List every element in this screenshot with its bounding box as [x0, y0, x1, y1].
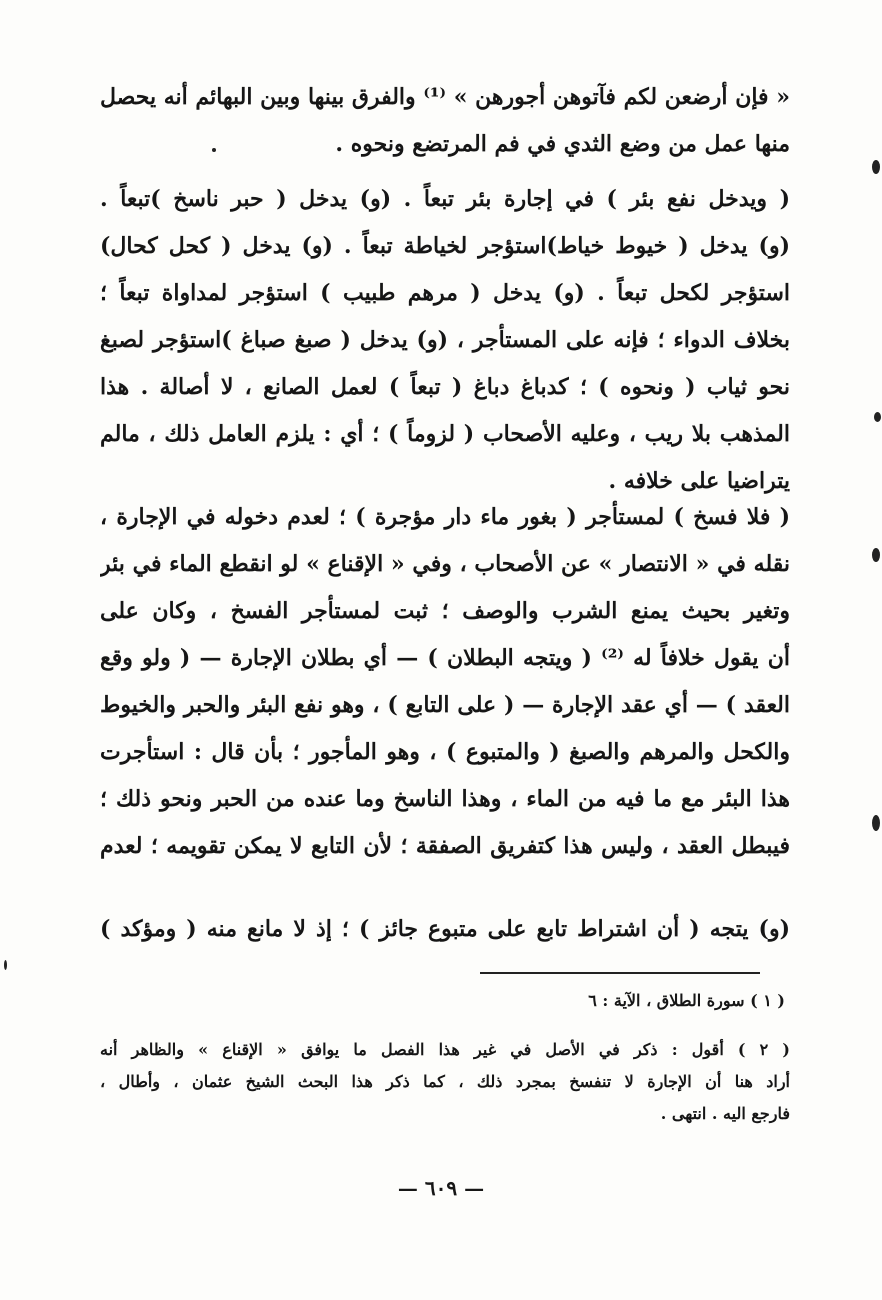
text-line: أن يقول خلافاً له ⁽²⁾ ( ويتجه البطلان ) — أي بطلان الإجارة — ( ولو وقع — [100, 645, 790, 671]
text-line: فيبطل العقد ، وليس هذا كتفريق الصفقة ؛ لأن التابع لا يمكن تقويمه ؛ لعدم — [100, 833, 790, 859]
scan-speck — [212, 148, 216, 152]
scan-speck — [874, 412, 881, 422]
scan-speck — [4, 960, 7, 970]
text-line: منها عمل من وضع الثدي في فم المرتضع ونحوه . — [335, 131, 790, 157]
footnote-separator — [480, 972, 760, 974]
text-line: (و) يتجه ( أن اشتراط تابع على متبوع جائز ) ؛ إذ لا مانع منه ( ومؤكد ) — [100, 916, 790, 942]
page-number: — ٦٠٩ — — [397, 1176, 485, 1200]
text-line: ( فلا فسخ ) لمستأجر ( بغور ماء دار مؤجرة ) ؛ لعدم دخوله في الإجارة ، — [100, 504, 790, 530]
text-line: ( ويدخل نفع بئر ) في إجارة بئر تبعاً . (و) يدخل ( حبر ناسخ )تبعاً . — [100, 186, 790, 212]
text-line: العقد ) — أي عقد الإجارة — ( على التابع ) ، وهو نفع البئر والحبر والخيوط — [100, 692, 790, 718]
text-line: يتراضيا على خلافه . — [608, 468, 790, 494]
paragraph-3 — [100, 494, 790, 870]
text-line: وتغير بحيث يمنع الشرب والوصف ؛ ثبت لمستأجر الفسخ ، وكان على — [100, 598, 790, 624]
footnote-1 — [100, 985, 790, 1017]
text-line: والكحل والمرهم والصبغ ( والمتبوع ) ، وهو المأجور ؛ بأن قال : استأجرت — [100, 739, 790, 765]
footnote-line: ( ٢ ) أقول : ذكر في الأصل في غير هذا الفصل ما يوافق « الإقناع » والظاهر أنه — [100, 1040, 790, 1059]
footnote-line: فارجع اليه . انتهى . — [660, 1104, 790, 1123]
scan-speck — [872, 815, 880, 831]
text-line: (و) يدخل ( خيوط خياط)استؤجر لخياطة تبعاً . (و) يدخل ( كحل كحال) — [100, 233, 790, 259]
scan-speck — [872, 548, 880, 562]
scan-speck — [872, 160, 880, 174]
footnote-line: أراد هنا أن الإجارة لا تنفسخ بمجرد ذلك ، كما ذكر هذا البحث الشيخ عثمان ، وأطال ، — [100, 1072, 790, 1091]
text-line: استؤجر لكحل تبعاً . (و) يدخل ( مرهم طبيب ) استؤجر لمداواة تبعاً ؛ — [100, 280, 790, 306]
text-line: بخلاف الدواء ؛ فإنه على المستأجر ، (و) يدخل ( صبغ صباغ )استؤجر لصبغ — [100, 327, 790, 353]
paragraph-2 — [100, 176, 790, 505]
text-line: « فإن أرضعن لكم فآتوهن أجورهن » ⁽¹⁾ والفرق بينها وبين البهائم أنه يحصل — [100, 84, 790, 110]
footnote-2 — [100, 1034, 790, 1130]
paragraph-4 — [100, 906, 790, 953]
text-line: المذهب بلا ريب ، وعليه الأصحاب ( لزوماً ) ؛ أي : يلزم العامل ذلك ، مالم — [100, 421, 790, 447]
text-line: نحو ثياب ( ونحوه ) ؛ كدباغ دباغ ( تبعاً ) لعمل الصانع ، لا أصالة . هذا — [100, 374, 790, 400]
footnote-line: ( ١ ) سورة الطلاق ، الآية : ٦ — [588, 991, 785, 1010]
paragraph-1 — [100, 74, 790, 168]
text-line: نقله في « الانتصار » عن الأصحاب ، وفي « الإقناع » لو انقطع الماء في بئر — [100, 551, 790, 577]
text-line: هذا البئر مع ما فيه من الماء ، وهذا الناسخ وما عنده من الحبر ونحو ذلك ؛ — [100, 786, 790, 812]
